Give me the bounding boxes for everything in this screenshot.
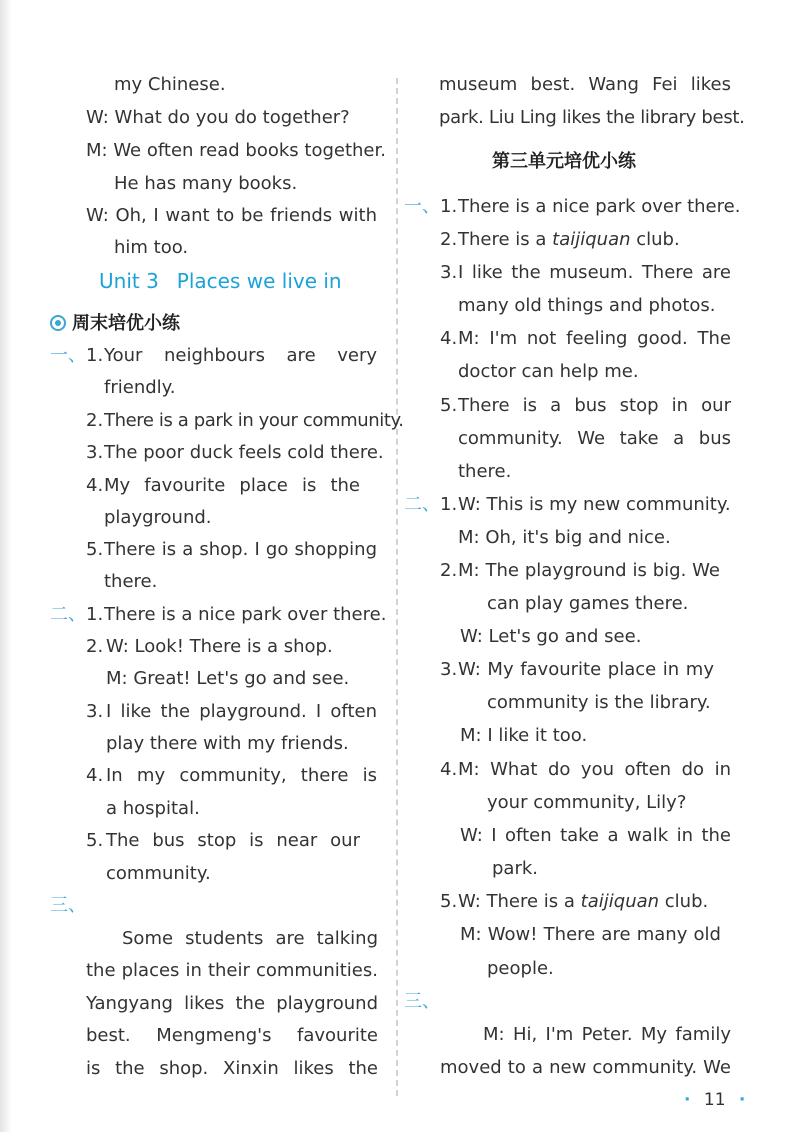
text-line: M: I like it too. [460,725,588,746]
item-number: 2. [440,560,458,581]
text-line: my Chinese. [114,74,226,95]
text-line: people. [487,958,554,979]
text-line: W: I often take a walk in the [460,825,731,846]
weekend-practice-heading [50,312,180,336]
item-number: 4. [440,759,458,780]
text-line: M: The playground is big. We [458,560,720,581]
text-line: I like the museum. There are [458,262,731,283]
text-line: play there with my friends. [106,733,349,754]
item-number: 5. [86,830,104,851]
text-line: many old things and photos. [458,295,716,316]
unit-label: Unit 3 [99,269,159,293]
unit-heading [99,269,342,293]
item-number: 5. [440,891,458,912]
page-number-dot: · [738,1090,746,1110]
text-line: him too. [114,237,189,258]
text-line: W: What do you do together? [86,107,350,128]
item-number: 5. [440,395,458,416]
text-line: W: My favourite place in my [458,659,714,680]
text-line: The poor duck feels cold there. [104,442,384,463]
item-number: 1. [440,494,458,515]
section-marker-3: 三、 [404,991,440,1012]
paragraph-line: Yangyang likes the playground [86,993,378,1014]
text-line: W: There is a taijiquan club. [458,891,709,912]
item-number: 5. [86,539,104,560]
item-number: 3. [440,262,458,283]
unit-practice-title: 第三单元培优小练 [492,151,636,172]
text-line: your community, Lily? [487,792,687,813]
paragraph-line: M: Hi, I'm Peter. My family [483,1024,731,1045]
text-line: community is the library. [487,692,711,713]
text-line: There is a shop. I go shopping [104,539,377,560]
text-line: W: Let's go and see. [460,626,642,647]
text-line: friendly. [104,377,176,398]
weekend-practice-title: 周末培优小练 [72,313,180,334]
text-line: community. [106,863,211,884]
section-marker-1: 一、 [50,345,86,366]
item-number: 4. [440,328,458,349]
item-number: 4. [86,765,104,786]
text-line: M: Oh, it's big and nice. [458,527,671,548]
page-number [684,1088,745,1112]
text-line: W: This is my new community. [458,494,731,515]
paragraph-line: park. Liu Ling likes the library best. [439,107,745,128]
text-line: There is a park in your community. [104,410,404,431]
text-line: can play games there. [487,593,689,614]
section-marker-1: 一、 [404,196,440,217]
item-number: 3. [86,442,104,463]
item-number: 1. [86,345,104,366]
text-line: doctor can help me. [458,361,639,382]
text-line: Your neighbours are very [104,345,377,366]
text-line: I like the playground. I often [106,701,377,722]
text-line: playground. [104,507,212,528]
text-line: M: Great! Let's go and see. [106,668,350,689]
text-line: In my community, there is [106,765,377,786]
paragraph-line: museum best. Wang Fei likes [439,74,731,95]
item-number: 4. [86,475,104,496]
paragraph-line: Some students are talking [122,928,378,949]
text-line: My favourite place is the [104,475,360,496]
text-line: community. We take a bus [458,428,731,449]
item-number: 3. [86,701,104,722]
item-number: 2. [440,229,458,250]
paragraph-line: best. Mengmeng's favourite [86,1025,378,1046]
section-marker-3: 三、 [50,895,86,916]
section-marker-2: 二、 [50,604,86,625]
item-number: 2. [86,636,104,657]
text-line: The bus stop is near our [106,830,360,851]
text-line: M: Wow! There are many old [460,924,721,945]
text-line: There is a nice park over there. [104,604,387,625]
paragraph-line: is the shop. Xinxin likes the [86,1058,378,1079]
page-number-value: 11 [703,1090,726,1110]
text-line: there. [104,571,158,592]
item-number: 1. [440,196,458,217]
text-line: M: What do you often do in [458,759,731,780]
target-icon [50,315,66,331]
unit-title: Places we live in [176,269,342,293]
text-line: M: We often read books together. [86,140,386,161]
paragraph-line: moved to a new community. We [440,1057,731,1078]
section-marker-2: 二、 [404,494,440,515]
text-line: There is a taijiquan club. [458,229,680,250]
text-line: There is a bus stop in our [458,395,731,416]
text-line: W: Look! There is a shop. [106,636,333,657]
text-line: park. [492,858,539,879]
item-number: 2. [86,410,104,431]
paragraph-line: the places in their communities. [86,960,378,981]
text-line: M: I'm not feeling good. The [458,328,731,349]
page-number-dot: · [684,1090,691,1110]
column-divider [396,78,398,1096]
text-line: He has many books. [114,173,298,194]
page-edge [0,0,12,1132]
item-number: 1. [86,604,104,625]
text-line: there. [458,461,512,482]
text-line: There is a nice park over there. [458,196,741,217]
item-number: 3. [440,659,458,680]
text-line: W: Oh, I want to be friends with [86,205,377,226]
text-line: a hospital. [106,798,200,819]
